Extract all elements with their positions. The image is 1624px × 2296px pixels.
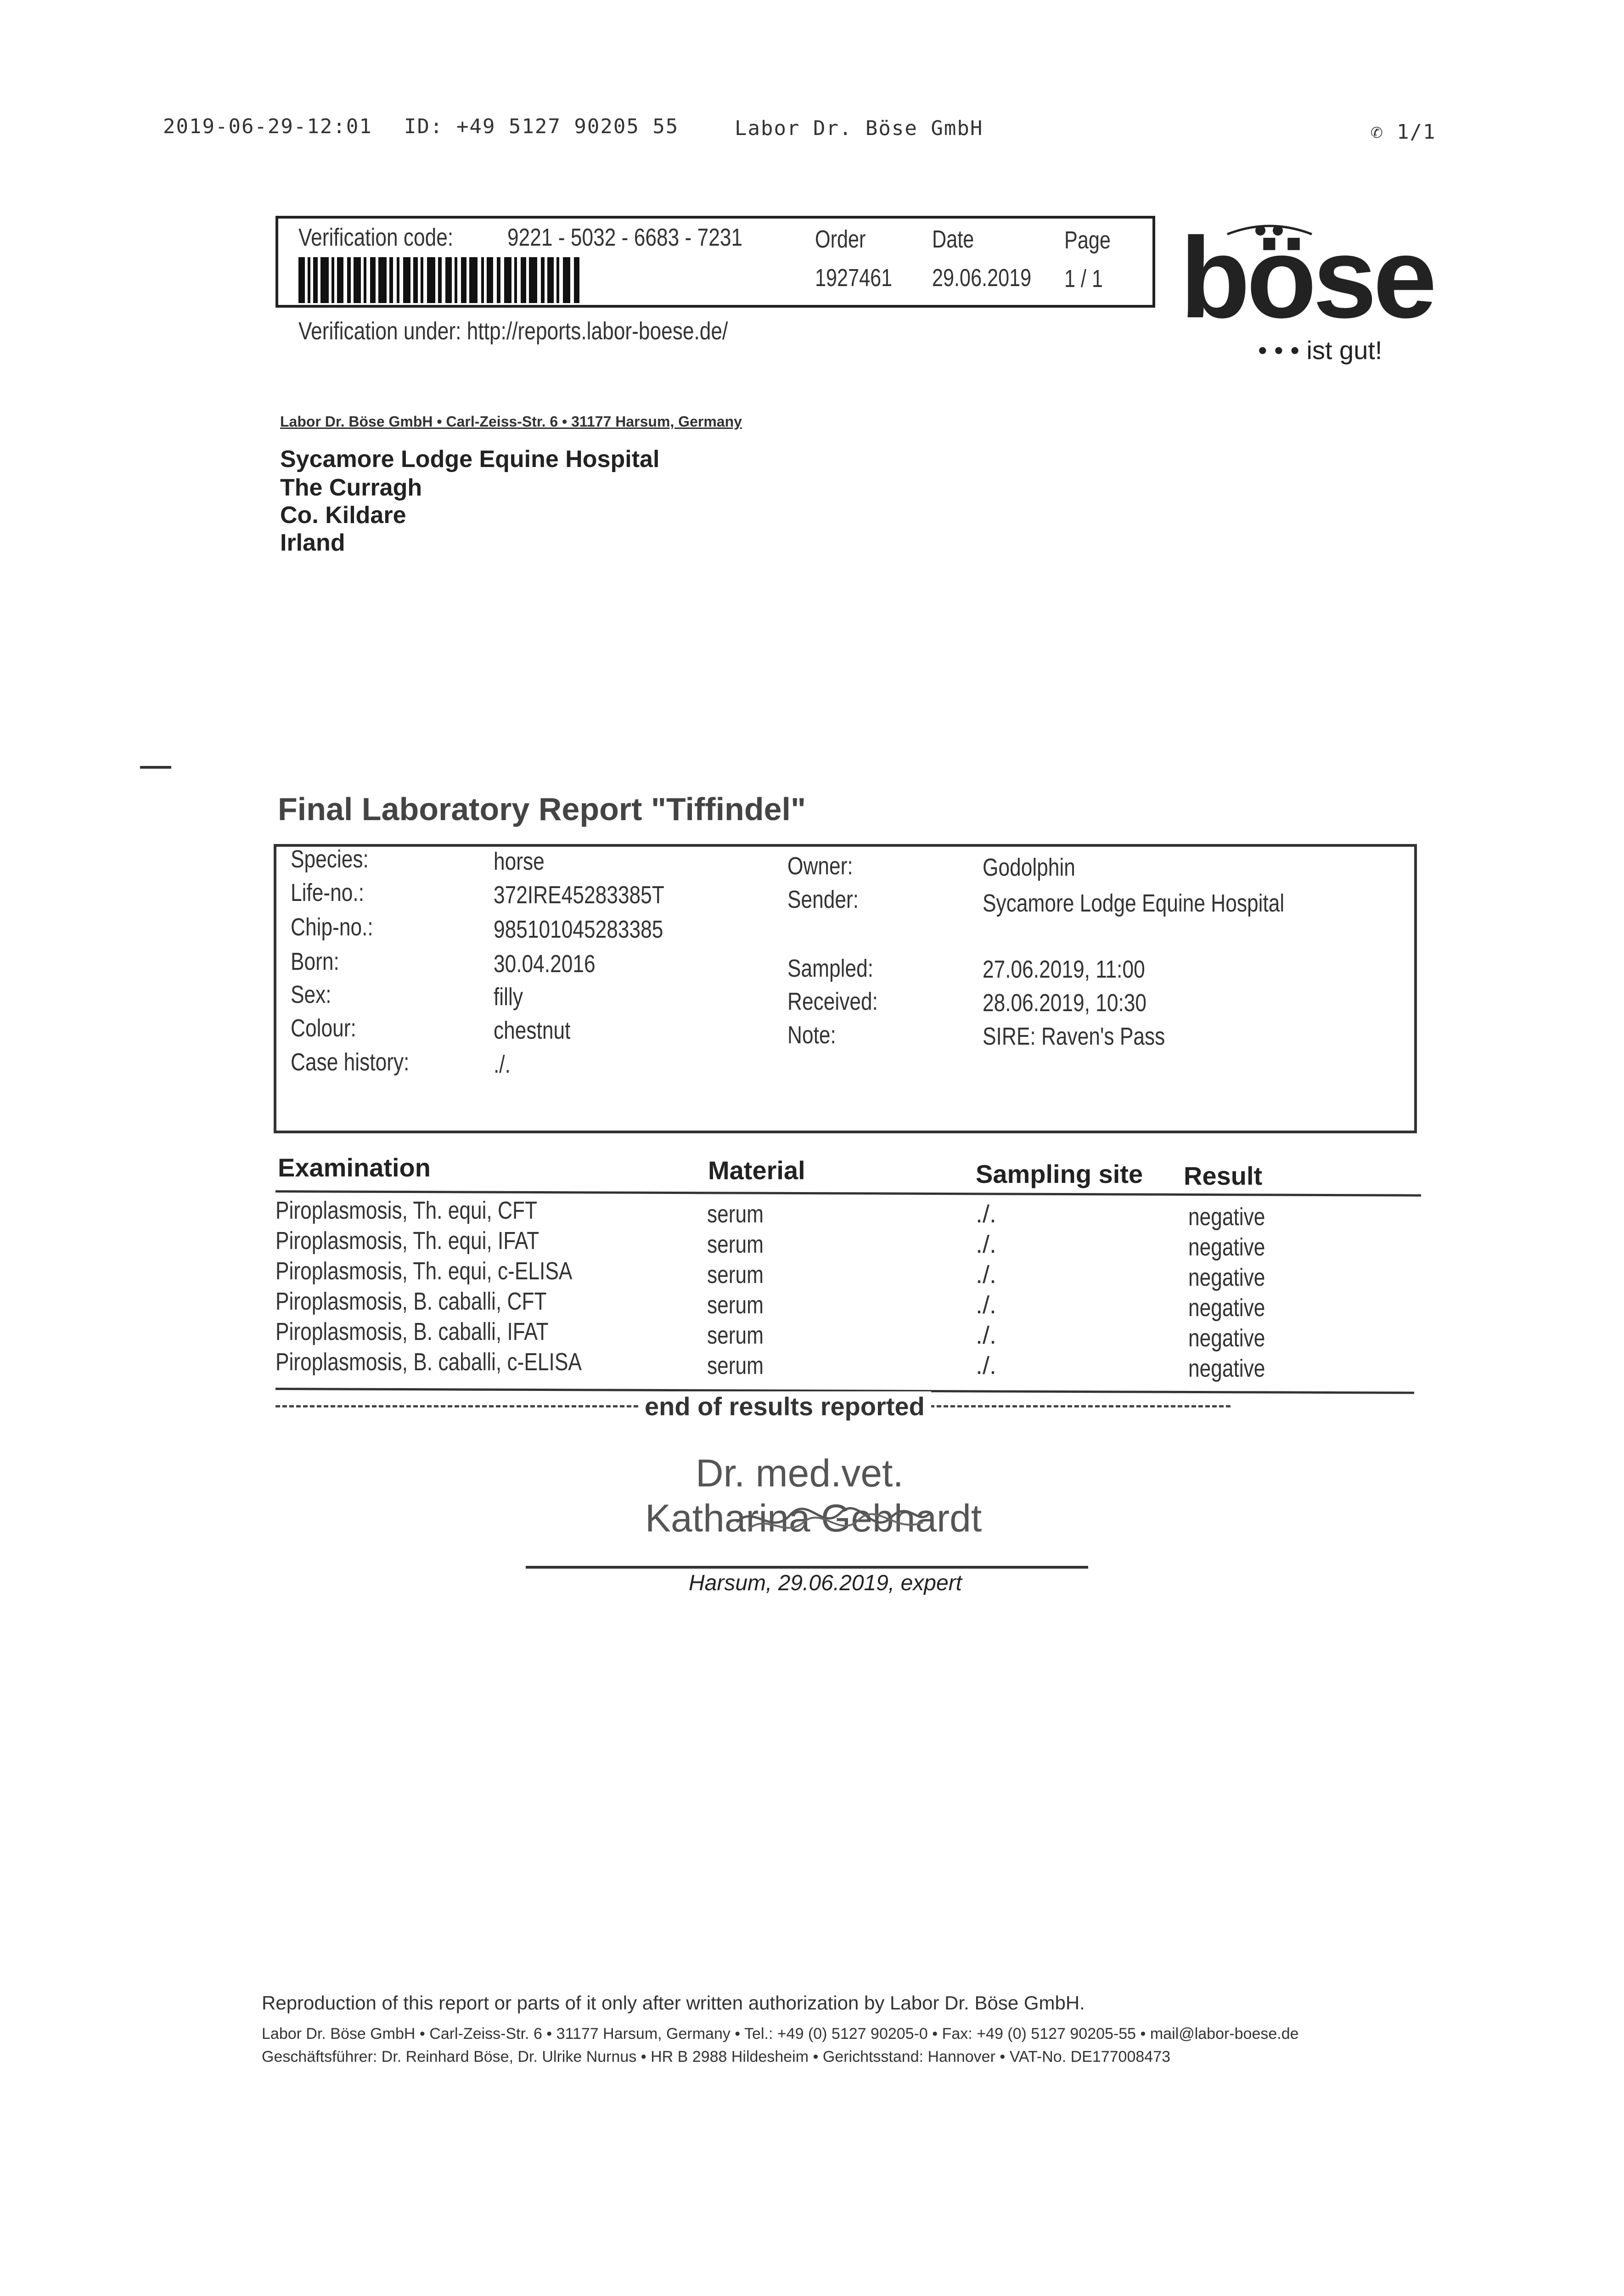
- logo-tagline: ist gut!: [1306, 336, 1382, 365]
- row-material: serum: [707, 1261, 764, 1289]
- row-site: ./.: [976, 1261, 997, 1289]
- row-material: serum: [707, 1322, 764, 1349]
- note-value: SIRE: Raven's Pass: [983, 1023, 1165, 1050]
- recipient-name: Sycamore Lodge Equine Hospital: [280, 446, 660, 473]
- date-label: Date: [932, 225, 974, 253]
- row-material: serum: [707, 1231, 764, 1258]
- row-site: ./.: [976, 1291, 997, 1319]
- sender-line: Labor Dr. Böse GmbH • Carl-Zeiss-Str. 6 • 31177 Harsum, Germany: [280, 413, 742, 430]
- case-label: Case history:: [291, 1048, 410, 1076]
- row-result: negative: [1188, 1264, 1265, 1291]
- verification-label: Verification code:: [298, 224, 454, 251]
- verification-code: 9221 - 5032 - 6683 - 7231: [507, 224, 743, 251]
- row-material: serum: [707, 1200, 764, 1228]
- order-label: Order: [815, 225, 866, 253]
- owner-value: Godolphin: [983, 854, 1075, 881]
- case-value: ./.: [494, 1051, 511, 1078]
- row-site: ./.: [976, 1200, 997, 1228]
- life-value: 372IRE45283385T: [494, 881, 664, 909]
- colour-label: Colour:: [291, 1014, 356, 1042]
- row-exam: Piroplasmosis, B. caballi, IFAT: [275, 1318, 549, 1345]
- table-header-rule: [275, 1190, 1421, 1197]
- signature-caption: Harsum, 29.06.2019, expert: [689, 1571, 962, 1595]
- colour-value: chestnut: [494, 1017, 571, 1044]
- date-value: 29.06.2019: [932, 264, 1032, 292]
- row-exam: Piroplasmosis, B. caballi, c-ELISA: [275, 1348, 582, 1376]
- sex-label: Sex:: [291, 981, 332, 1008]
- end-of-results: end of results reported: [638, 1391, 931, 1421]
- recipient-line3: Irland: [280, 529, 345, 556]
- order-value: 1927461: [815, 264, 893, 292]
- fax-page-number: 1/1: [1397, 120, 1436, 144]
- row-exam: Piroplasmosis, Th. equi, CFT: [275, 1197, 538, 1224]
- header-examination: Examination: [278, 1153, 431, 1182]
- results-rows: [275, 1196, 1421, 1389]
- sampled-label: Sampled:: [787, 955, 874, 982]
- fax-page: [1371, 120, 1436, 144]
- signature-scribble: [735, 1495, 932, 1545]
- received-value: 28.06.2019, 10:30: [983, 989, 1147, 1017]
- header-result: Result: [1184, 1161, 1263, 1190]
- row-site: ./.: [976, 1231, 997, 1258]
- logo-bullets-icon: • • •: [1258, 336, 1299, 365]
- row-exam: Piroplasmosis, Th. equi, IFAT: [275, 1227, 539, 1255]
- row-result: negative: [1188, 1355, 1265, 1382]
- owner-label: Owner:: [787, 852, 853, 880]
- page-value: 1 / 1: [1064, 265, 1103, 293]
- life-label: Life-no.:: [291, 879, 365, 906]
- row-site: ./.: [976, 1352, 997, 1379]
- note-label: Note:: [787, 1021, 836, 1049]
- verification-url: Verification under: http://reports.labor-boese.de/: [298, 317, 728, 345]
- chip-label: Chip-no.:: [291, 913, 373, 941]
- row-exam: Piroplasmosis, B. caballi, CFT: [275, 1288, 547, 1315]
- header-sampling-site: Sampling site: [976, 1159, 1143, 1188]
- sampled-value: 27.06.2019, 11:00: [983, 956, 1145, 983]
- fax-page-icon: ✆: [1371, 120, 1384, 144]
- logo-tagline-row: [1258, 335, 1382, 365]
- header-material: Material: [708, 1156, 805, 1185]
- row-result: negative: [1188, 1233, 1265, 1261]
- row-result: negative: [1188, 1203, 1265, 1231]
- sex-value: filly: [494, 983, 523, 1011]
- row-exam: Piroplasmosis, Th. equi, c-ELISA: [275, 1257, 573, 1285]
- sender-value: Sycamore Lodge Equine Hospital: [983, 889, 1285, 917]
- chip-value: 985101045283385: [494, 916, 663, 943]
- row-result: negative: [1188, 1324, 1265, 1352]
- footer-reproduction: Reproduction of this report or parts of it only after written authorization by Labor Dr. Böse GmbH.: [262, 1992, 1085, 2014]
- species-value: horse: [494, 848, 545, 875]
- footer-management: Geschäftsführer: Dr. Reinhard Böse, Dr. Ulrike Nurnus • HR B 2988 Hildesheim • Gerichtsstand: Hannover • VAT-No. DE177008473: [262, 2048, 1171, 2065]
- page-label: Page: [1064, 226, 1111, 254]
- sender-label: Sender:: [787, 886, 859, 913]
- fax-sender: Labor Dr. Böse GmbH: [735, 117, 983, 140]
- fold-mark: [140, 766, 171, 769]
- recipient-line2: Co. Kildare: [280, 502, 406, 529]
- fax-id: ID: +49 5127 90205 55: [404, 115, 679, 138]
- row-material: serum: [707, 1352, 764, 1379]
- barcode: [298, 257, 583, 303]
- signature-rule: [526, 1566, 1088, 1569]
- recipient-line1: The Curragh: [280, 474, 422, 501]
- row-result: negative: [1188, 1294, 1265, 1322]
- report-title: Final Laboratory Report "Tiffindel": [278, 791, 806, 827]
- born-label: Born:: [291, 948, 339, 975]
- received-label: Received:: [787, 988, 878, 1015]
- species-label: Species:: [291, 845, 369, 873]
- signature-name: Katharina Gebhardt: [645, 1497, 982, 1540]
- row-material: serum: [707, 1291, 764, 1319]
- logo: [1180, 202, 1433, 367]
- fax-datetime: 2019-06-29-12:01: [163, 115, 372, 138]
- signature-title: Dr. med.vet.: [696, 1452, 904, 1495]
- logo-brand: böse: [1180, 214, 1433, 342]
- footer-address: Labor Dr. Böse GmbH • Carl-Zeiss-Str. 6 • 31177 Harsum, Germany • Tel.: +49 (0) 5127 90205-0 • Fax: +49 (0) 5127 90205-55 • mail@labor-boese.de: [262, 2025, 1299, 2043]
- row-site: ./.: [976, 1322, 997, 1349]
- born-value: 30.04.2016: [494, 950, 596, 978]
